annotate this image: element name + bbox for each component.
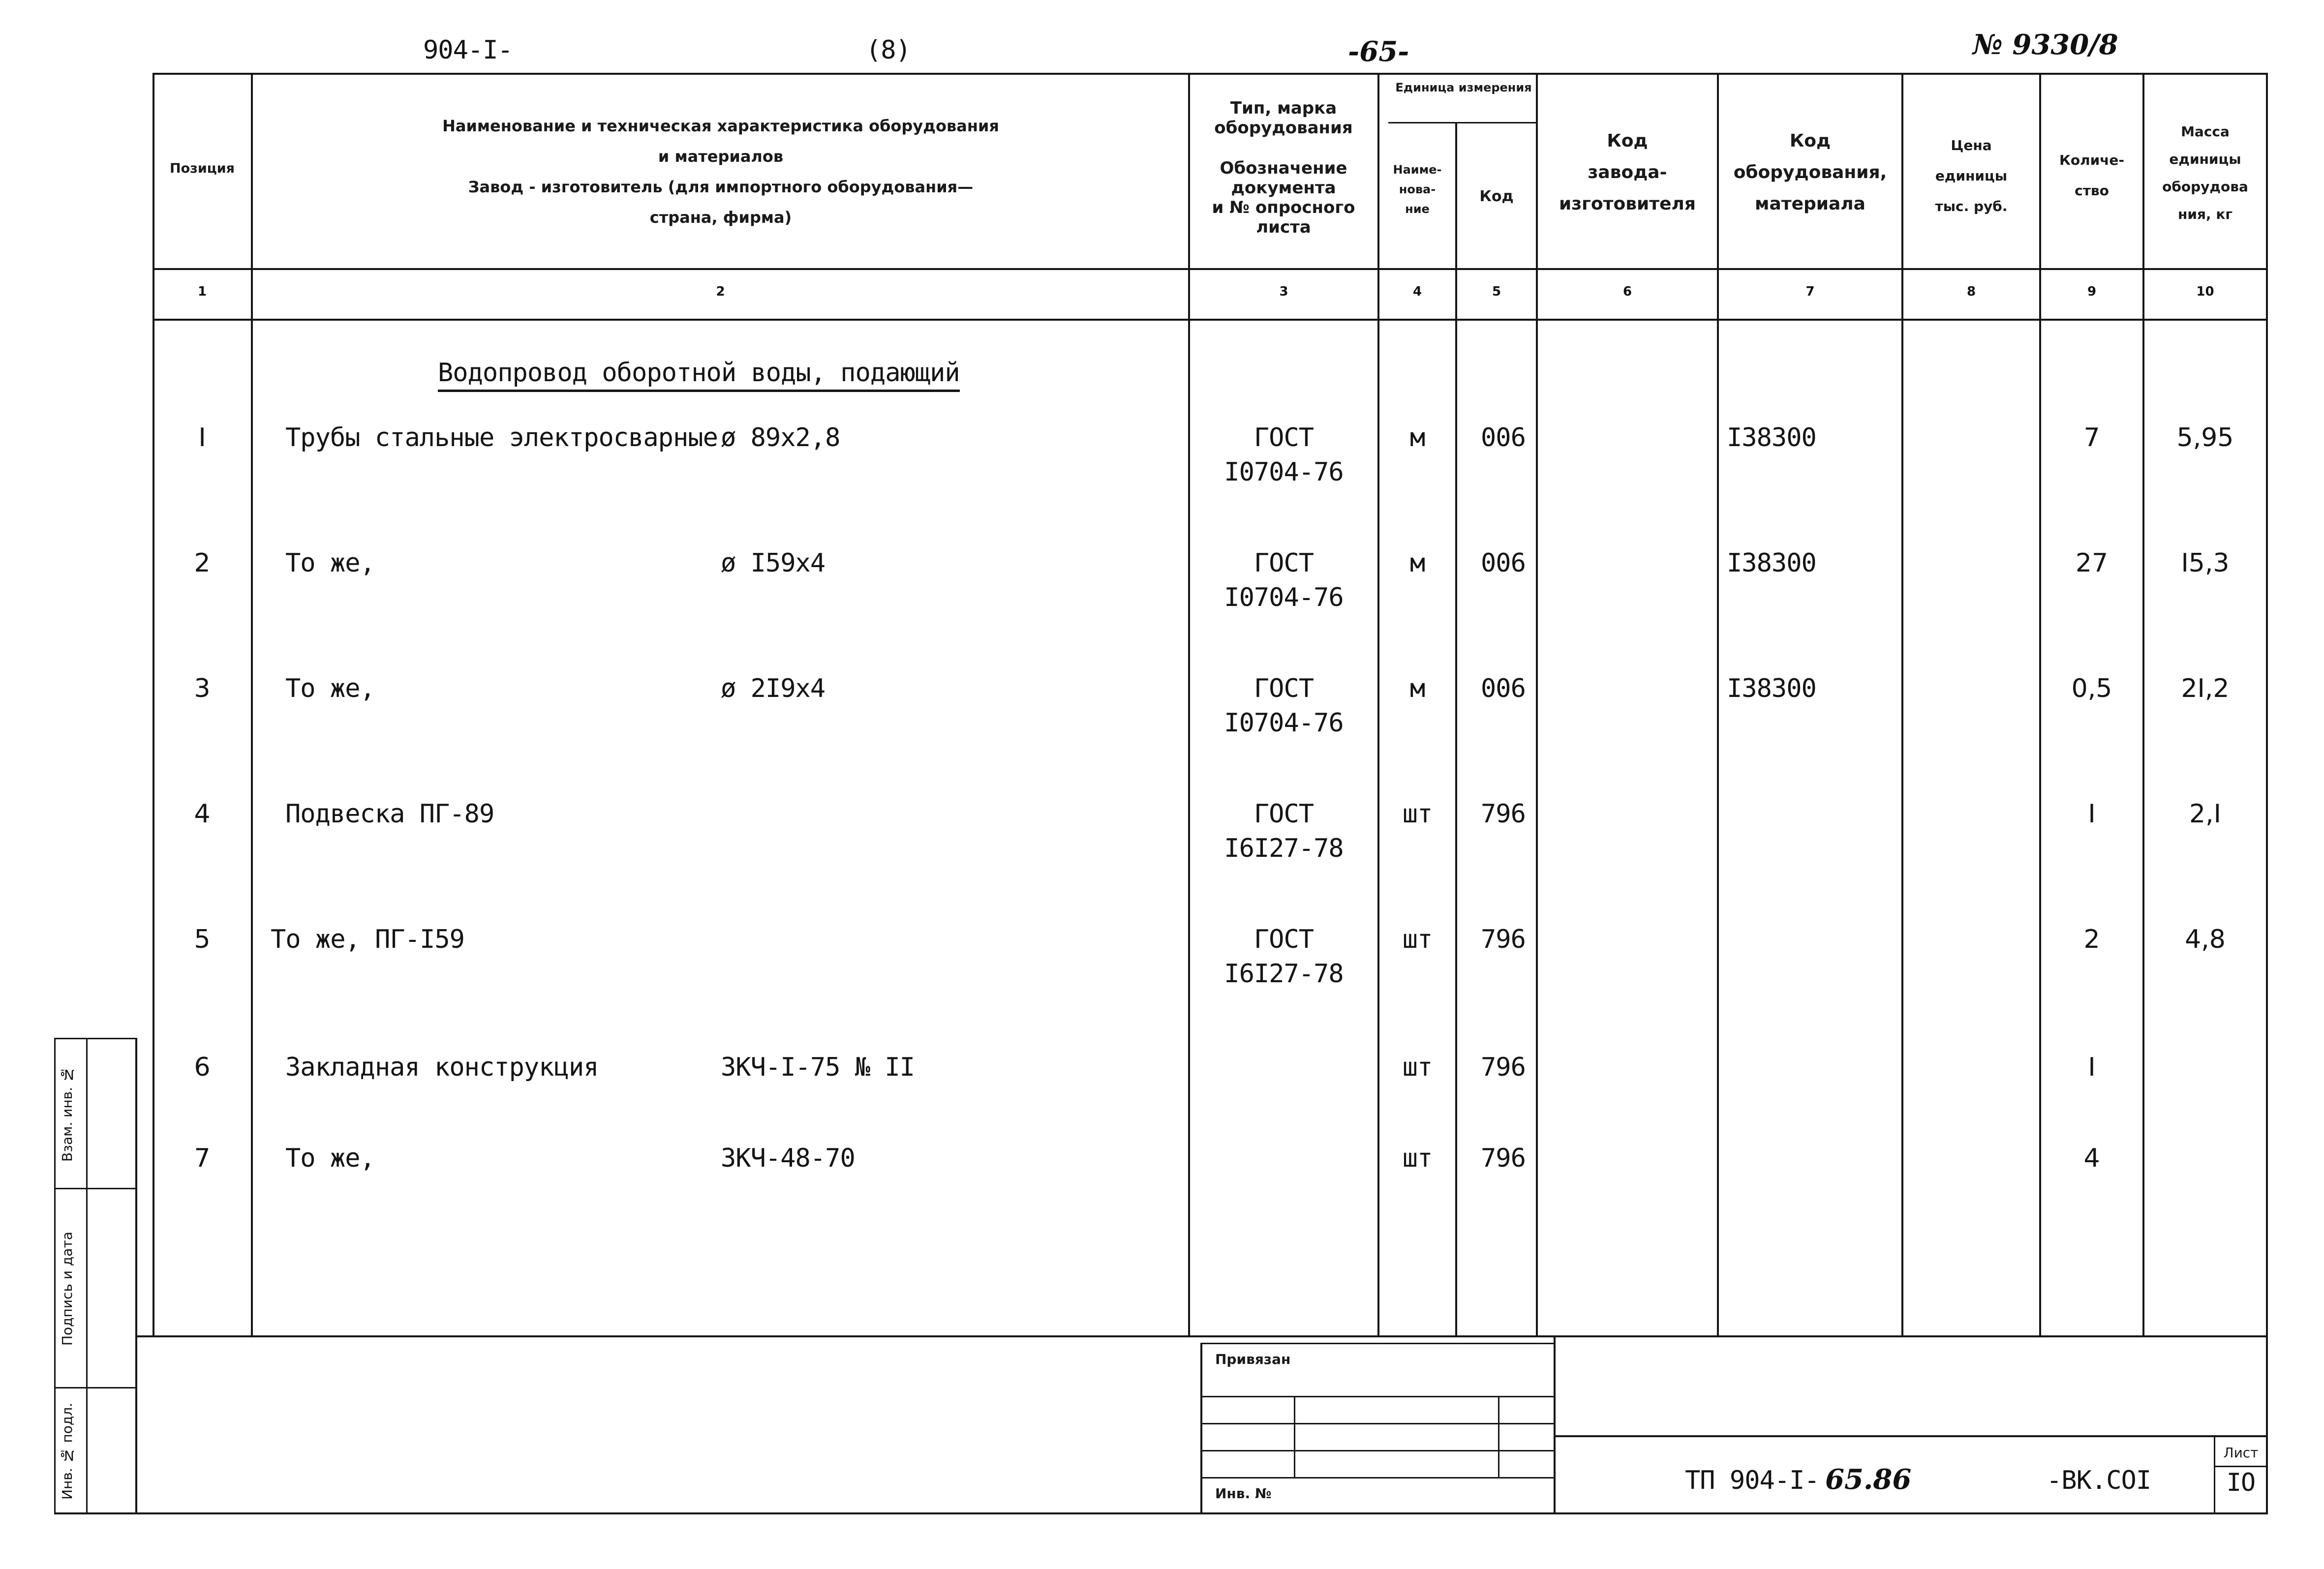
row-unit: шт [1402,799,1433,829]
row-quantity: 2 [2083,925,2100,954]
row-material-code: I38300 [1727,674,1816,703]
row-mass: 5,95 [2176,423,2234,453]
sheet-cell-divider [2214,1466,2268,1467]
row-unit: шт [1402,1144,1433,1173]
header-plant-code: Код завода- изготовителя [1559,131,1696,214]
colnum-3: 3 [1279,284,1288,299]
colnum-2: 2 [716,284,725,299]
colnum-5: 5 [1492,284,1501,299]
frame-bottom-border [54,1512,2268,1514]
row-name: Трубы стальные электросварные [285,423,718,453]
row-name: То же, [285,674,375,703]
row-name: Подвеска ПГ-89 [285,799,494,829]
colnum-6: 6 [1622,284,1632,299]
stamp-inner-divider [86,1038,88,1514]
bind-box-left [1200,1343,1202,1514]
bind-col-1 [1294,1396,1295,1477]
header-type-mark: Тип, марка оборудования Обозначение документа и № опросного листа [1212,98,1355,237]
bind-col-2 [1498,1396,1499,1477]
inv-no-label: Инв. № [1215,1485,1272,1502]
row-name: Закладная конструкция [285,1053,599,1082]
doc-code-suffix: -ВК.СОI [2047,1466,2151,1495]
row-unit-code: 006 [1481,674,1526,703]
row-unit: м [1409,548,1425,578]
row-quantity: 7 [2083,423,2100,453]
header-position: Позиция [169,161,235,176]
stamp-div-1 [54,1188,137,1189]
row-mass: I5,3 [2181,548,2230,578]
frame-right-border [2266,73,2268,1514]
header-unit-group: Единица измерения [1395,81,1532,94]
row-position: 2 [194,548,211,578]
row-position: 3 [194,674,211,703]
colnum-9: 9 [2087,284,2097,299]
frame-top-border [153,73,2268,75]
row-doc-line2: I0704-76 [1224,583,1344,612]
row-name: То же, ПГ-I59 [271,925,464,954]
row-material-code: I38300 [1727,423,1816,453]
row-mass: 2,I [2189,799,2221,829]
stamp-inv-exchange: Взам. инв. № [59,1066,75,1162]
col-divider-7 [1901,73,1903,1337]
colnum-1: 1 [197,284,207,299]
header-unit-price: Цена единицы тыс. руб. [1935,137,2008,214]
page-number: -65- [1348,35,1409,68]
colnum-bottom-line [153,319,2268,321]
bind-box-right [1554,1335,1556,1514]
sheet-number: IO [2226,1468,2256,1497]
row-unit: шт [1402,1053,1433,1082]
row-size: ø 2I9х4 [721,674,826,703]
row-unit-code: 006 [1481,548,1526,578]
row-position: 7 [194,1144,211,1173]
row-name: То же, [285,548,375,578]
row-doc-line2: I0704-76 [1224,708,1344,738]
col-divider-6 [1717,73,1719,1337]
stamp-inv-original: Инв. № подл. [59,1402,75,1500]
row-name: То же, [285,1144,375,1173]
row-doc-line1: ГОСТ [1254,548,1314,578]
row-mass: 4,8 [2185,925,2226,954]
stamp-div-2 [54,1387,137,1388]
row-size: ЗКЧ-I-75 № II [721,1053,915,1082]
col-divider-1 [251,73,253,1337]
unit-group-divider [1388,122,1536,123]
header-unit-code: Код [1479,188,1514,205]
doc-code-prefix: ТП 904-I- [1685,1466,1819,1495]
row-quantity: I [2088,1053,2096,1082]
col-divider-4 [1455,122,1457,1337]
row-unit-code: 796 [1481,1053,1526,1082]
row-unit: м [1409,423,1425,453]
header-material-code: Код оборудования, материала [1733,131,1887,214]
row-doc-line2: I6I27-78 [1224,959,1344,989]
row-position: I [198,423,206,453]
row-position: 4 [194,799,211,829]
bound-label: Привязан [1215,1351,1291,1367]
bind-row-3 [1200,1450,1554,1451]
series-number: 904-I- [423,35,513,65]
colnum-7: 7 [1805,284,1815,299]
row-position: 5 [194,925,211,954]
row-quantity: 27 [2075,548,2109,578]
row-size: ø I59х4 [721,548,826,578]
row-quantity: 4 [2083,1144,2100,1173]
bind-box-top [1200,1343,1556,1344]
row-mass: 2I,2 [2181,674,2230,703]
album-number: (8) [866,35,911,65]
bind-row-1 [1200,1396,1554,1397]
inventory-number: № 9330/8 [1973,29,2118,61]
stamp-sign-date: Подпись и дата [59,1232,75,1346]
row-quantity: 0,5 [2071,674,2112,703]
row-size: ø 89х2,8 [721,423,840,453]
title-cell-top [1554,1435,2268,1437]
bind-row-4 [1200,1477,1554,1478]
colnum-4: 4 [1412,284,1422,299]
row-material-code: I38300 [1727,548,1816,578]
col-divider-2 [1188,73,1190,1337]
doc-code-handwritten: 65.86 [1825,1463,1912,1496]
col-divider-9 [2142,73,2144,1337]
bind-row-2 [1200,1423,1554,1424]
row-doc-line2: I6I27-78 [1224,834,1344,863]
colnum-10: 10 [2196,284,2214,299]
row-size: ЗКЧ-48-70 [721,1144,855,1173]
section-title: Водопровод оборотной воды, подающий [438,358,960,392]
stamp-outer-left [54,1038,56,1514]
header-quantity: Количе- ство [2059,152,2125,199]
stamp-top [54,1038,137,1039]
row-doc-line1: ГОСТ [1254,799,1314,829]
row-unit-code: 796 [1481,925,1526,954]
row-unit: м [1409,674,1425,703]
row-unit: шт [1402,925,1433,954]
sheet-label: Лист [2223,1445,2259,1461]
row-unit-code: 796 [1481,1144,1526,1173]
header-unit-mass: Масса единицы оборудова ния, кг [2162,123,2248,222]
row-doc-line1: ГОСТ [1254,423,1314,453]
header-unit-name: Наиме- нова- ние [1393,163,1442,216]
colnum-8: 8 [1966,284,1976,299]
row-doc-line1: ГОСТ [1254,925,1314,954]
table-bottom-line [135,1335,2268,1337]
row-quantity: I [2088,799,2096,829]
row-unit-code: 796 [1481,799,1526,829]
row-position: 6 [194,1053,211,1082]
header-bottom-line [153,268,2268,270]
header-name: Наименование и техническая характеристика оборудования и материалов Завод - изготовитель (для импортного оборудования— страна, фирма) [442,117,999,227]
row-unit-code: 006 [1481,423,1526,453]
row-doc-line1: ГОСТ [1254,674,1314,703]
title-left-border [135,1038,137,1514]
row-doc-line2: I0704-76 [1224,457,1344,487]
